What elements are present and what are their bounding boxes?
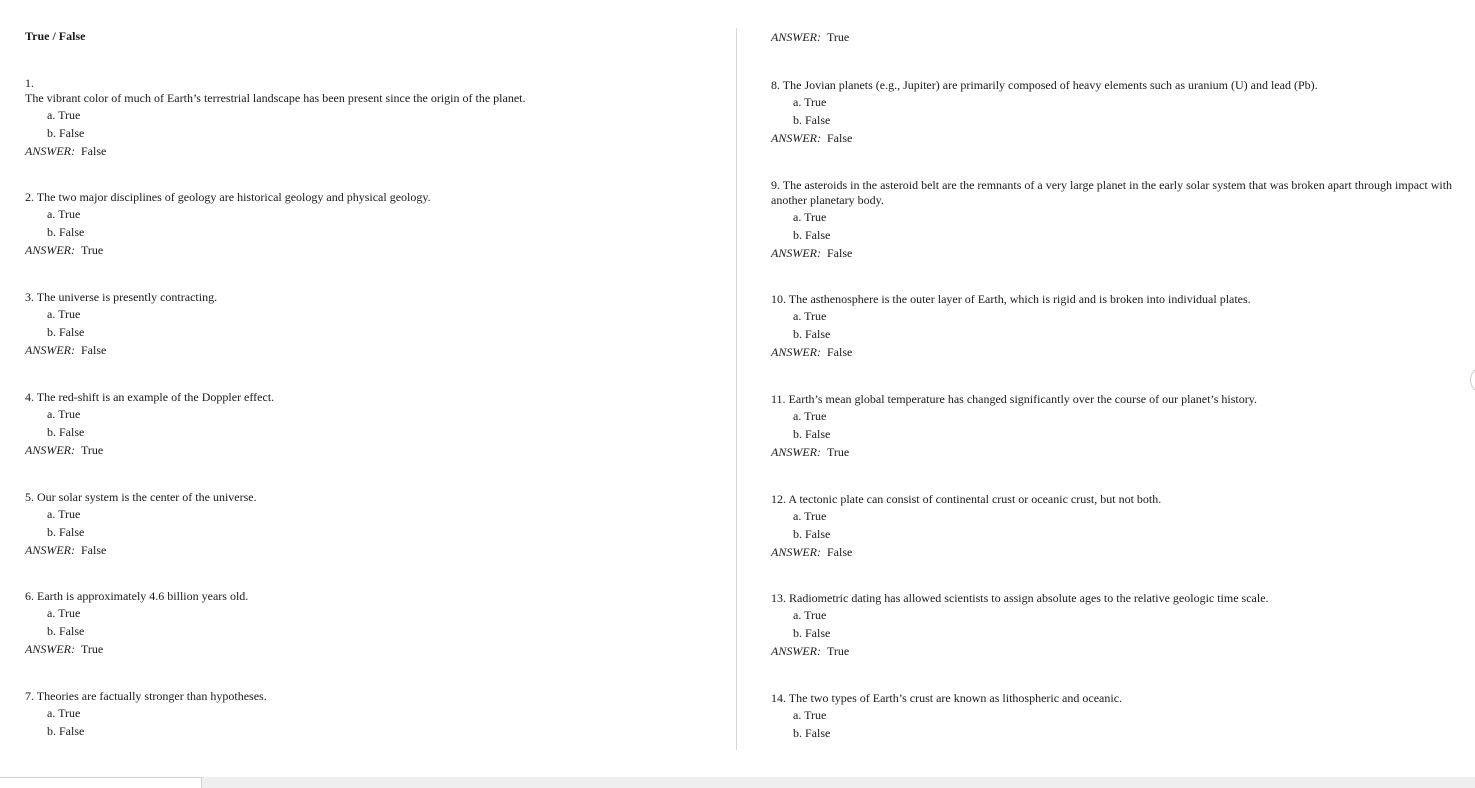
answer-option[interactable]: a. True — [793, 210, 827, 224]
answer-label: ANSWER: — [771, 644, 821, 658]
answer-label: ANSWER: — [25, 343, 75, 357]
question-number: 6. — [25, 589, 34, 603]
question-stem — [771, 691, 1461, 706]
question-stem — [771, 492, 1461, 507]
question-item — [771, 591, 1461, 660]
question-item — [25, 390, 725, 459]
answer-option[interactable]: a. True — [793, 95, 827, 109]
answer-key — [771, 443, 1461, 461]
answer-label: ANSWER: — [25, 543, 75, 557]
answer-value: False — [827, 131, 853, 145]
answer-key — [25, 441, 725, 459]
question-number: 8. — [771, 78, 780, 92]
question-item — [25, 76, 725, 160]
answer-key — [771, 642, 1461, 660]
question-item — [771, 492, 1461, 561]
section-title: True / False — [25, 29, 86, 43]
answer-key — [25, 142, 725, 160]
question-text: Earth is approximately 4.6 billion years old. — [37, 589, 249, 603]
answer-option[interactable]: a. True — [793, 309, 827, 323]
answer-label: ANSWER: — [771, 445, 821, 459]
answer-key — [771, 244, 1461, 262]
question-number: 2. — [25, 190, 34, 204]
question-number: 1. — [25, 76, 34, 90]
answer-option[interactable]: b. False — [793, 527, 831, 541]
answer-option[interactable]: b. False — [47, 325, 85, 339]
answer-value: True — [81, 443, 104, 457]
question-text: Theories are factually stronger than hypotheses. — [36, 689, 267, 703]
answer-label: ANSWER: — [25, 642, 75, 656]
question-item — [771, 178, 1461, 262]
scrollbar-thumb[interactable] — [0, 777, 202, 788]
question-stem — [25, 290, 725, 305]
answer-key — [25, 241, 725, 259]
question-stem — [771, 292, 1461, 307]
answer-option[interactable]: b. False — [793, 228, 831, 242]
question-text: Radiometric dating has allowed scientists to assign absolute ages to the relative geologic time scale. — [789, 591, 1269, 605]
answer-key — [771, 129, 1461, 147]
question-text: The vibrant color of much of Earth’s terrestrial landscape has been present since the origin of the planet. — [25, 91, 526, 105]
answer-value: True — [827, 644, 850, 658]
answer-value: True — [827, 445, 850, 459]
question-number: 5. — [25, 490, 34, 504]
question-number: 12. — [771, 492, 786, 506]
answer-label: ANSWER: — [771, 30, 821, 44]
question-number: 13. — [771, 591, 786, 605]
question-stem — [25, 689, 725, 704]
answer-label: ANSWER: — [25, 443, 75, 457]
question-text: The two major disciplines of geology are historical geology and physical geology. — [36, 190, 431, 204]
answer-option[interactable]: b. False — [47, 425, 85, 439]
answer-value: False — [827, 246, 853, 260]
answer-option[interactable]: b. False — [793, 726, 831, 740]
answer-label: ANSWER: — [771, 246, 821, 260]
answer-value: False — [827, 345, 853, 359]
answer-label: ANSWER: — [771, 345, 821, 359]
horizontal-scrollbar[interactable] — [0, 777, 1475, 788]
answer-label: ANSWER: — [25, 144, 75, 158]
question-number: 4. — [25, 390, 34, 404]
answer-label: ANSWER: — [25, 243, 75, 257]
answer-option[interactable]: a. True — [47, 407, 81, 421]
answer-key — [25, 541, 725, 559]
right-column — [771, 0, 1461, 770]
answer-value: False — [81, 543, 107, 557]
answer-value: False — [81, 144, 107, 158]
answer-value: True — [81, 243, 104, 257]
question-number: 7. — [25, 689, 34, 703]
question-stem — [25, 190, 725, 205]
question-text: Earth’s mean global temperature has changed significantly over the course of our planet’s history. — [788, 392, 1257, 406]
question-text: Our solar system is the center of the universe. — [37, 490, 257, 504]
answer-value: False — [81, 343, 107, 357]
question-item — [25, 290, 725, 359]
answer-option[interactable]: b. False — [47, 624, 85, 638]
answer-key — [771, 343, 1461, 361]
answer-option[interactable]: a. True — [47, 108, 81, 122]
answer-label: ANSWER: — [771, 545, 821, 559]
question-number: 14. — [771, 691, 786, 705]
answer-option[interactable]: a. True — [793, 608, 827, 622]
answer-option[interactable]: a. True — [47, 207, 81, 221]
question-text: The asteroids in the asteroid belt are the remnants of a very large planet in the early solar system that was broken apart through impact with another planetary body. — [771, 178, 1453, 207]
answer-label: ANSWER: — [771, 131, 821, 145]
continued-answer — [771, 30, 849, 45]
question-text: The two types of Earth’s crust are known as lithospheric and oceanic. — [788, 691, 1123, 705]
answer-option[interactable]: a. True — [47, 706, 81, 720]
question-item — [25, 490, 725, 559]
question-number: 9. — [771, 178, 780, 192]
answer-option[interactable]: b. False — [47, 225, 85, 239]
question-number: 10. — [771, 292, 786, 306]
question-item — [771, 292, 1461, 361]
question-item — [771, 78, 1461, 147]
answer-option[interactable]: a. True — [47, 507, 81, 521]
question-item — [771, 392, 1461, 461]
answer-option[interactable]: b. False — [793, 427, 831, 441]
question-text: The universe is presently contracting. — [36, 290, 218, 304]
question-item — [25, 190, 725, 259]
question-text: A tectonic plate can consist of continental crust or oceanic crust, but not both. — [788, 492, 1162, 506]
answer-option[interactable]: b. False — [47, 126, 85, 140]
answer-value: True — [81, 642, 104, 656]
question-stem — [771, 591, 1461, 606]
question-number: 3. — [25, 290, 34, 304]
question-stem — [771, 392, 1461, 407]
question-number: 11. — [771, 392, 786, 406]
answer-option[interactable]: b. False — [47, 525, 85, 539]
side-scroll-handle[interactable] — [1470, 366, 1475, 394]
question-text: The Jovian planets (e.g., Jupiter) are primarily composed of heavy elements such as uranium (U) and lead (Pb). — [782, 78, 1318, 92]
question-stem — [25, 76, 725, 106]
answer-value: True — [827, 30, 850, 44]
answer-option[interactable]: a. True — [47, 606, 81, 620]
left-column — [25, 0, 725, 770]
question-stem — [25, 589, 725, 604]
question-stem — [25, 490, 725, 505]
answer-option[interactable]: a. True — [47, 307, 81, 321]
question-text: The asthenosphere is the outer layer of Earth, which is rigid and is broken into individual plates. — [788, 292, 1251, 306]
answer-option[interactable]: a. True — [793, 409, 827, 423]
answer-option[interactable]: a. True — [793, 509, 827, 523]
question-stem — [771, 78, 1461, 93]
question-text: The red-shift is an example of the Doppler effect. — [36, 390, 275, 404]
answer-option[interactable]: b. False — [793, 113, 831, 127]
question-item — [771, 691, 1461, 742]
answer-key — [25, 640, 725, 658]
question-item — [25, 689, 725, 740]
answer-option[interactable]: a. True — [793, 708, 827, 722]
answer-key — [25, 341, 725, 359]
question-stem — [25, 390, 725, 405]
answer-option[interactable]: b. False — [47, 724, 85, 738]
answer-option[interactable]: b. False — [793, 327, 831, 341]
answer-value: False — [827, 545, 853, 559]
question-item — [25, 589, 725, 658]
answer-key — [771, 543, 1461, 561]
answer-option[interactable]: b. False — [793, 626, 831, 640]
column-divider — [736, 28, 737, 750]
question-stem — [771, 178, 1461, 208]
